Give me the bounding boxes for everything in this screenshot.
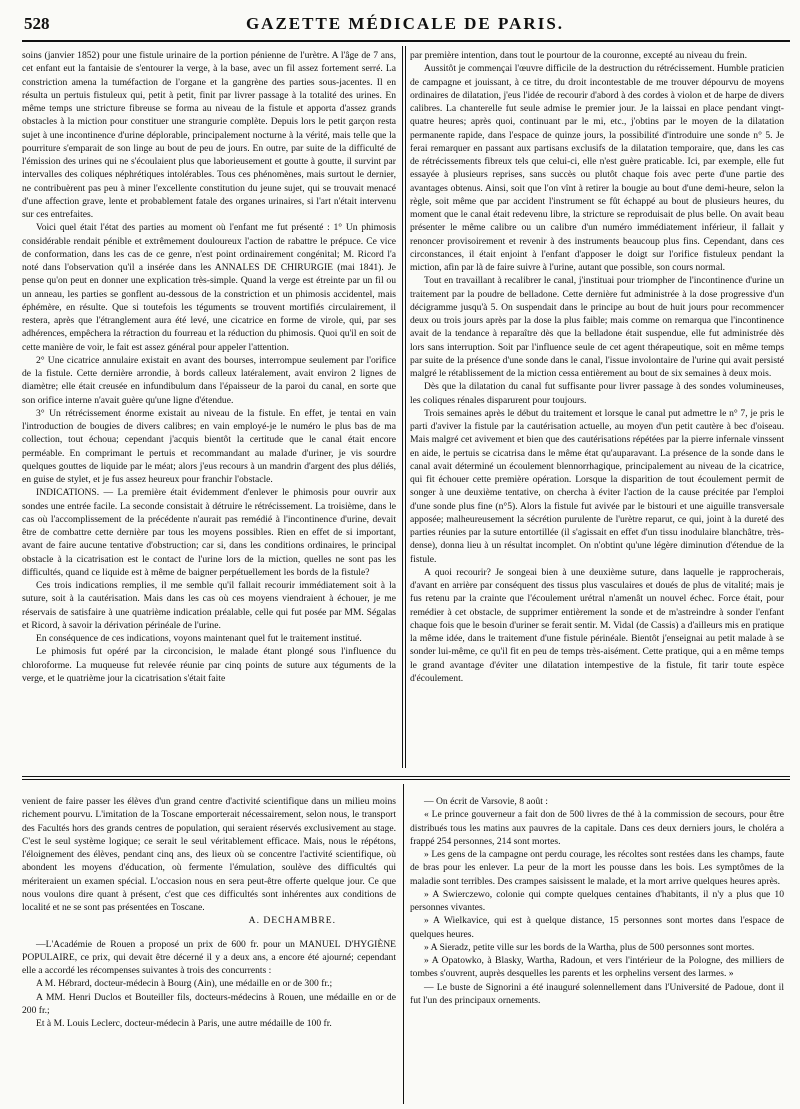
paragraph: » A Wielkavice, qui est à quelque distance, 15 personnes sont mortes dans l'espace de quelques heures. bbox=[410, 915, 784, 940]
paragraph: soins (janvier 1852) pour une fistule urinaire de la portion pénienne de l'urètre. A l'âge de 7 ans, cet enfant eut la fantaisie de s'entourer la verge, à la base, avec un fil assez fortement serré. La constriction amena la tuméfaction de l'organe et la gangrène des parties sous-jacentes. Il en résulta un pertuis fistuleux qui, petit à petit, finit par livrer passage à la totalité des urines. En même temps une stricture fibreuse se forma au niveau de la fistule et apporta d'assez grands obstacles à la miction pour constituer une strangurie complète. Depuis lors le petit garçon resta sujet à une incontinence d'urine déplorable, principalement nocturne à la vérité, mais telle que la pourriture s'emparait de son linge au bout de peu de jours. En outre, par suite de la difficulté de l'émission des urines qui ne s'écoulaient plus que laborieusement et goutte à goutte, il survint par intervalles des coliques néphrétiques intolérables. Tous ces phénomènes, mais surtout le dernier, ne contribuèrent pas peu à miner l'excellente constitution du jeune sujet, qui se trouvait menacé d'une affection grave, lente et probablement fatale des organes urinaires, si l'art n'était intervenu sur ces entrefaites. bbox=[22, 50, 396, 220]
paragraph: Tout en travaillant à recalibrer le canal, j'instituai pour triompher de l'incontinence d'urine un traitement par la poudre de belladone. Cette dernière fut administrée à la dose progressive d'un décigramme jusqu'à 5. On suspendait dans le principe au bout de huit jours pour recommencer deux ou trois jours après par la dose la plus faible; mais comme on remarqua que l'incontinence avait de la tendance à reparaître dès que la belladone était suspendue, elle fut administrée dès lors sans interruption. Soit par l'influence seule de cet agent thérapeutique, soit en même temps par suite de la présence d'une sonde dans le canal, l'issue involontaire de l'urine qui avait persisté malgré le rétablissement de la miction cessa entièrement au bout de six semaines à deux mois. bbox=[410, 275, 784, 379]
paragraph: En conséquence de ces indications, voyons maintenant quel fut le traitement institué. bbox=[36, 633, 362, 644]
newspaper-title: GAZETTE MÉDICALE DE PARIS. bbox=[245, 14, 565, 33]
paragraph: Ces trois indications remplies, il me semble qu'il fallait recourir immédiatement soit à la suture, soit à la cautérisation. Mais dans les cas où ces moyens viendraient à échouer, je me réservais de satisfaire à une quatrième indication préalable, celle qui fut posée par MM. Ségalas et Ricord, à savoir la dérivation périnéale de l'urine. bbox=[22, 580, 396, 631]
paragraph: Aussitôt je commençai l'œuvre difficile de la destruction du rétrécissement. Humble praticien de campagne et jouissant, à ce titre, du droit incontestable de me trouver dépourvu de moyens ordinaires de dilatation, j'eus l'idée de recourir d'abord à des cordes à violon et de harpe de divers calibres. La chanterelle fut seule admise le premier jour. Je la laissai en place pendant vingt-quatre heures; après quoi, continuant par le mi, etc., j'obtins par le moyen de la dilatation permanente rapide, dans l'espace de quinze jours, la possibilité d'introduire une sonde n° 5. Je ferai remarquer en passant aux partisans exclusifs de la dilatation temporaire, que, dans les cas de rétrécissements fibreux tels que celui-ci, elle n'est guère praticable. Ici, par exemple, elle fut essayée à plusieurs reprises, sans succès ou plutôt chaque fois avec perte d'une partie des avantages obtenus. Ainsi, soit que l'on vînt à retirer la bougie au bout d'une demi-heure, selon la règle, soit même que par accident l'instrument se fût échappé au bout de plusieurs heures, du moment que le canal était redevenu libre, la stricture se reproduisait de plus belle. On avait beau présenter le même calibre ou un calibre d'un numéro immédiatement inférieur, il fallait y renoncer provisoirement et revenir à des instruments beaucoup plus fins. Cependant, dans ces circonstances, il était enjoint à l'enfant d'apposer le doigt sur l'orifice fistuleux pendant la miction, afin par là de faire suivre à l'urine, autant que possible, son cours normal. bbox=[410, 63, 784, 273]
paragraph: Dès que la dilatation du canal fut suffisante pour livrer passage à des sondes volumineuses, les coliques rénales disparurent pour toujours. bbox=[410, 381, 784, 406]
column-divider bbox=[405, 46, 406, 768]
lower-left-column bbox=[22, 795, 396, 1100]
paragraph: 3° Un rétrécissement énorme existait au niveau de la fistule. En effet, je tentai en vain l'introduction de bougies de divers calibres; en vain employé-je le numéro le plus bas de ma collection, tout échoua; cependant j'acquis bientôt la certitude que le canal était encore perméable. En comprimant le pertuis et recommandant au malade d'uriner, je vis sourdre quelques gouttes de liquide par le méat; alors j'eus recours à un mandrin d'argent des plus déliés, en guise de stylet, et je fus assez heureux pour franchir l'obstacle. bbox=[22, 407, 396, 485]
page-header bbox=[20, 14, 790, 38]
paragraph: — On écrit de Varsovie, 8 août : bbox=[424, 796, 548, 807]
header-rule bbox=[22, 40, 790, 42]
paragraph: Et à M. Louis Leclerc, docteur-médecin à Paris, une autre médaille de 100 fr. bbox=[36, 1018, 332, 1029]
paragraph: A M. Hébrard, docteur-médecin à Bourg (Ain), une médaille en or de 300 fr.; bbox=[36, 978, 333, 990]
page-number: 528 bbox=[24, 14, 50, 33]
paragraph: — Le buste de Signorini a été inauguré solennellement dans l'Université de Padoue, dont il fut l'un des principaux ornements. bbox=[410, 981, 784, 1006]
paragraph: Le phimosis fut opéré par la circoncision, le malade étant plongé sous l'influence du chloroforme. La muqueuse fut relevée réunie par cinq points de suture aux téguments de la verge, et le quatrième jour la cicatrisation s'était faite bbox=[22, 646, 396, 684]
paragraph: INDICATIONS. — La première était évidemment d'enlever le phimosis pour ouvrir aux sondes une entrée facile. La seconde consistait à détruire le rétrécissement. La troisième, dans le cas où l'accomplissement de la précédente n'aurait pas remédié à l'incontinence d'urine, devait être de combattre cette dernière par tous les moyens possibles. Rien en effet de si important, avant de faire aucune tentative d'obstruction; car si, dans les conditions ordinaires, le principal obstacle à la cicatrisation est le contact de l'urine lors de la miction, quelles ne sont pas les difficultés, quand ce liquide est à même de baigner perpétuellement les bords de la fistule? bbox=[22, 487, 396, 578]
paragraph: venient de faire passer les élèves d'un grand centre d'activité scientifique dans un milieu moins richement pourvu. L'imitation de la Toscane emporterait nécessairement, selon nous, le transport des Facultés hors des grands centres de population, qui seraient réservés exclusivement au stage. C'est le seul système logique; ce serait le seul véritablement efficace. Mais, nous le répétons, l'éloignement des élèves, pendant cinq ans, des lieux où se concentre l'activité scientifique, où abondent les moyens d'éducation, où fermente l'émulation, soulève des difficultés qui mériteraient un examen spécial. L'occasion nous en sera peut-être offerte quelque jour. Ce que nous voulons dire quant à présent, c'est que ces difficultés sont inhérentes aux conditions de localité et ne se sont pas présentées en Toscane. bbox=[22, 796, 396, 913]
paragraph: Trois semaines après le début du traitement et lorsque le canal put admettre le n° 7, je pris le parti d'aviver la fistule par la cautérisation actuelle, au moyen d'un petit cautère à bec d'oiseau. Mais malgré cet avivement et bien que des cautérisations répétées par la pierre infernale vinssent en aide, le pertuis se cicatrisa dans le même état qu'auparavant. La présence de la sonde dans le canal avait déterminé un écoulement blennorrhagique, principalement au niveau de la cicatrice, qui fit échouer cette première opération. Lorsque la disparition de tout écoulement permit de songer à une deuxième tentative, on chercha à éviter l'action de la cause précitée par l'emploi d'une sonde plus fine (n°5). Alors la fistule fut avivée par le bistouri et une aiguille transversale apposée; malheureusement la sécrétion purulente de l'urètre reparut, ce qui, joint à la dureté des parties réunies par la suture entortillée (il s'agissait en effet d'un tissu inodulaire blanchâtre, très-dense), donna lieu à un résultat incomplet. On n'obtint qu'une légère diminution d'étendue de la fistule. bbox=[410, 407, 784, 565]
paragraph: » Les gens de la campagne ont perdu courage, les récoltes sont restées dans les champs, faute de bras pour les enlever. La peur de la mort les pousse dans les bois. Les symptômes de la maladie sont terribles. Des crampes saisissent le malade, et la mort arrive quelques heures après. bbox=[410, 849, 784, 887]
column-divider bbox=[402, 46, 403, 768]
paragraph: » A Opatowko, à Blasky, Wartha, Radoun, et vers l'intérieur de la Pologne, des milliers de tombes s'ouvrent, auprès desquelles les parents et les orphelins versent des larmes. » bbox=[410, 955, 784, 980]
section-divider bbox=[22, 779, 790, 780]
paragraph: « Le prince gouverneur a fait don de 500 livres de thé à la commission de secours, pour être distribués tous les matins aux pauvres de la capitale. Dans ces deux derniers jours, le choléra a frappé 254 personnes, 214 sont mortes. bbox=[410, 809, 784, 847]
paragraph: Voici quel était l'état des parties au moment où l'enfant me fut présenté : 1° Un phimosis considérable rendait pénible et extrêmement douloureux l'action de rabattre le prépuce. Ce vice de conformation, dans les cas de ce genre, n'est point ordinairement congénital; M. Ricord l'a noté dans l'observation qu'il a insérée dans les ANNALES DE CHIRURGIE (mai 1841). Je pense qu'on peut en donner une explication très-simple. Quand la verge est étreinte par un fil ou un anneau, les parties se gonflent au-dessous de la constriction et un phimosis accidentel, mais éphémère, en résulte. Que si toutefois les téguments se trouvent mortifiés circulairement, il restera, après que l'étranglement aura été levé, une cicatrice en forme de virole, qui, par ses adhérences, empêchera la rétraction du fourreau et la réduction du phimosis. Quoi qu'il en soit de cette manière de voir, le fait est assez général pour appeler l'attention. bbox=[22, 222, 396, 353]
section-divider bbox=[22, 776, 790, 777]
upper-left-column bbox=[22, 49, 396, 767]
paragraph: par première intention, dans tout le pourtour de la couronne, excepté au niveau du frein. bbox=[410, 50, 747, 61]
author-signature: A. DECHAMBRE. bbox=[248, 915, 336, 927]
lower-right-column bbox=[410, 795, 784, 1100]
paragraph: 2° Une cicatrice annulaire existait en avant des bourses, interrompue seulement par l'orifice de la fistule. Cette dernière arrondie, à bords calleux latéralement, avait environ 2 lignes de diamètre; elle était creusée en infundibulum dans l'épaisseur de la paroi du canal, en sorte que son orifice interne n'avait guère qu'une ligne d'étendue. bbox=[22, 354, 396, 406]
paragraph: » A Sieradz, petite ville sur les bords de la Wartha, plus de 500 personnes sont mortes. bbox=[424, 941, 755, 953]
upper-right-column bbox=[410, 49, 784, 767]
paragraph: A MM. Henri Duclos et Bouteiller fils, docteurs-médecins à Rouen, une médaille en or de 200 fr.; bbox=[22, 991, 396, 1016]
paragraph: » A Swierczewo, colonie qui compte quelques centaines d'habitants, il n'y a plus que 10 personnes vivantes. bbox=[410, 888, 784, 913]
column-divider bbox=[403, 784, 404, 1104]
paragraph: —L'Académie de Rouen a proposé un prix de 600 fr. pour un MANUEL D'HYGIÈNE POPULAIRE, ce prix, qui devait être décerné il y a deux ans, a encore été ajourné; cependant elle a accordé les récompenses suivantes à trois des concurrents : bbox=[22, 938, 396, 976]
paragraph: A quoi recourir? Je songeai bien à une deuxième suture, dans laquelle je rapprocherais, d'avant en arrière par conséquent des tissus plus vasculaires et doués de plus de vitalité; mais je fus retenu par la crainte que l'écoulement urétral n'amenât un nouvel échec. Force était, pour remédier à cet obstacle, de supprimer entièrement la sonde et de m'astreindre à sonder l'enfant chaque fois que le besoin d'uriner se ferait sentir. M. Vidal (de Cassis) a d'ailleurs mis en pratique la même idée, dans le traitement d'une fistule périnéale. Bientôt j'enseignai au petit malade à se sonder lui-même, ce qu'il fit en peu de temps très-aisément. Cette pratique, qui a en même temps le grand avantage d'éviter une dilatation intempestive de la fistule, fit tarir toute espèce d'écoulement. bbox=[410, 566, 784, 684]
